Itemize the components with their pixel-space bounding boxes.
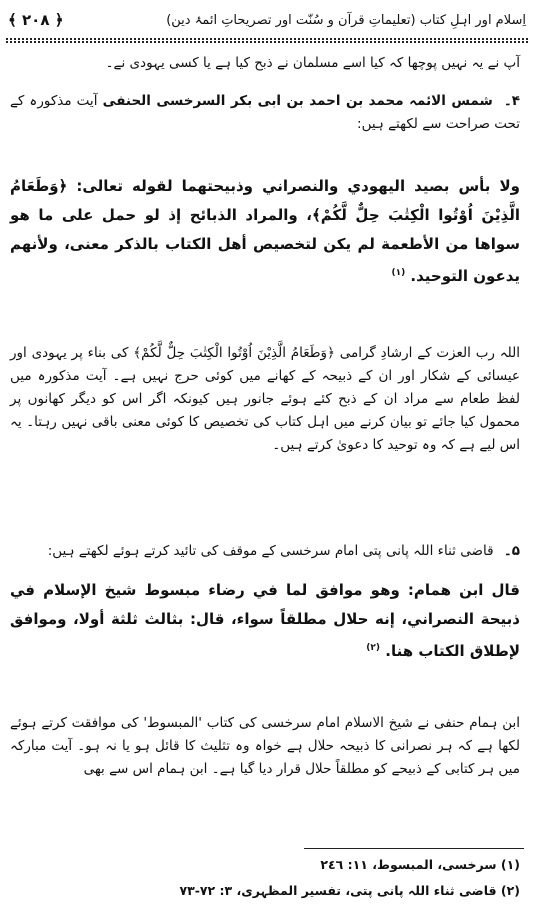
urdu-translation-1-text: اللہ رب العزت کے ارشادِ گرامی ﴿وَطَعَامُ الَّذِيْنَ اُوْتُوا الْكِتٰبَ حِلٌّ لَّكُمْ﴾ کی بناء پر یہودی اور عیسائی کے شکار اور ان کے ذبیحہ کے کھانے میں کوئی حرج نہیں ہے۔ آیت مذکورہ میں لفظ طعام سے مراد ان کے ذبح کئے ہوئے جانور ہیں کیونکہ اگر اس کو دیگر کھانوں پر محمول کیا جائے تو بیان کرنے میں اہل کتاب کی تخصیص کا کوئی معنی باقی نہیں رہتا۔ یہ اس لیے ہے کہ وہ توحید کا دعویٰ کرتے ہیں۔: [10, 345, 520, 453]
arabic-quote-1-text: ولا بأس بصيد اليهودي والنصراني وذبيحتهما لقوله تعالى: ﴿وَطَعَامُ الَّذِيْنَ اُوْتُوا الْكِتٰبَ حِلٌّ لَّكُمْ﴾، والمراد الذبائح إذ لو حمل على ما هو سواها من الأطعمة لم يكن لتخصيص أهل الكتاب بالذكر معنى، ولأنهم يدعون التوحيد.: [10, 177, 520, 285]
item-5-text: قاضی ثناء اللہ پانی پتی امام سرخسی کے موقف کی تائید کرتے ہوئے لکھتے ہیں:: [47, 543, 494, 559]
item-5: [10, 540, 520, 563]
item-4: [10, 90, 520, 136]
page-number: ﴿ ٢٠٨ ﴾: [8, 11, 64, 29]
arabic-quote-1: [10, 172, 520, 291]
header-rule-secondary: [6, 41, 528, 43]
intro-text: آپ نے یہ نہیں پوچھا کہ کیا اسے مسلمان نے ذبح کیا ہے یا کسی یہودی نے۔: [105, 55, 520, 71]
page-header: [8, 6, 526, 34]
intro-paragraph: [10, 52, 520, 75]
item-5-number: ۵۔: [503, 543, 520, 559]
urdu-translation-2-text: ابن ہمام حنفی نے شیخ الاسلام امام سرخسی کی کتاب 'المبسوط' کی موافقت کرتے ہوئے لکھا ہے کہ ہر نصرانی کا ذبیحہ حلال ہے خواہ وہ تثلیث کا قائل ہو یا نہ ہو۔ آیت مبارکہ میں ہر کتابی کے ذبیحے کو مطلقاً حلال قرار دیا گیا ہے۔ ابن ہمام اس سے بھی: [10, 715, 520, 777]
arabic-quote-2: [10, 576, 520, 666]
footnote-2: (٢) قاضی ثناء اللہ پانی پتی، تفسیر المظہری، ٣: ٧٢-٧٣: [179, 883, 520, 898]
footnotes: [10, 852, 520, 904]
item-4-text: آیت مذکورہ کے تحت صراحت سے لکھتے ہیں:: [10, 93, 520, 132]
item-4-number: ۴۔: [503, 93, 521, 109]
running-title: اِسلام اور اہلِ کتاب (تعلیماتِ قرآن و سُنّت اور تصریحاتِ ائمۂ دین): [166, 12, 526, 28]
urdu-translation-1: [10, 342, 520, 457]
arabic-quote-2-text: قال ابن همام: وهو موافق لما في رضاء مبسوط شيخ الإسلام في ذبيحة النصراني، إنه حلال مطلقاً سواء، قال: بثالث ثلثة أولا، وموافق لإطلاق الكتاب هنا.: [10, 581, 520, 660]
footnote-ref-1: (١): [391, 268, 406, 278]
footnote-ref-2: (٢): [366, 643, 381, 653]
urdu-translation-2: [10, 712, 520, 781]
item-4-scholar-name: شمس الائمہ محمد بن احمد بن ابی بکر السرخسی الحنفی: [102, 93, 493, 109]
header-rule: [6, 38, 528, 40]
footnote-1: (١) سرخسی، المبسوط، ١١: ٢٤٦: [320, 857, 520, 872]
footnote-separator: [304, 848, 524, 849]
